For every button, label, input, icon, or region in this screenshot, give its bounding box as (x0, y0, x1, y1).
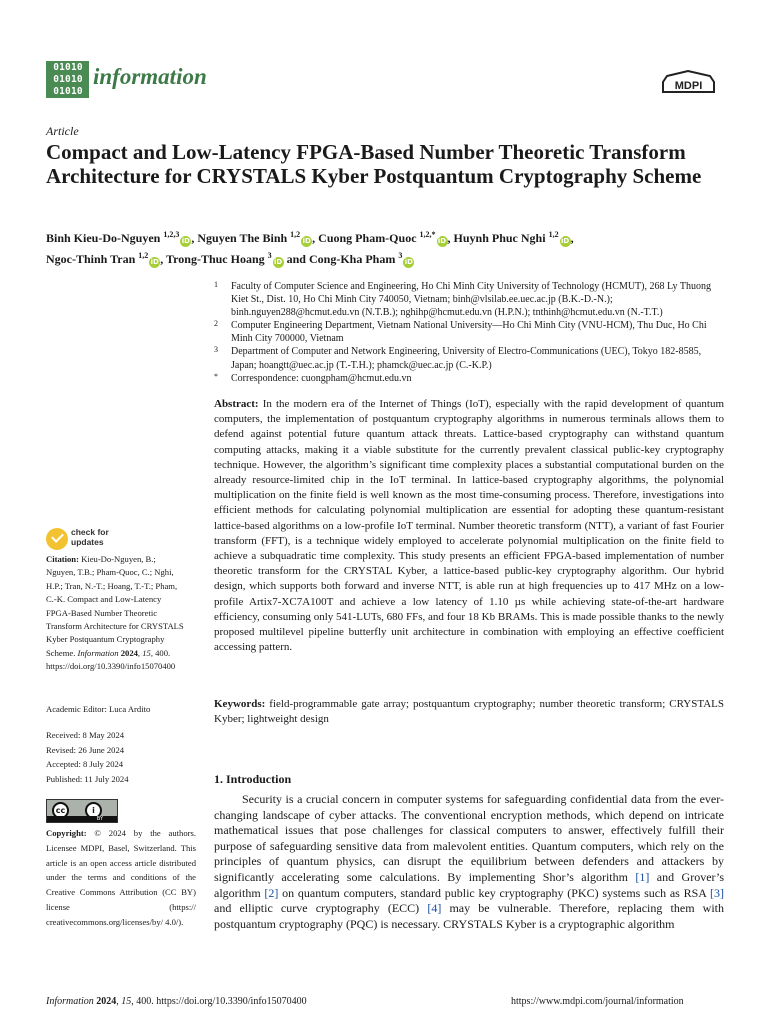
affiliation (214, 345, 724, 371)
paper-title: Compact and Low-Latency FPGA-Based Number Theoretic Transform Architecture for CRYSTALS Kyber Postquantum Cryptography Scheme (46, 140, 702, 188)
intro-paragraph (214, 792, 724, 932)
author-sep: and (283, 252, 309, 266)
affiliation-number: * (214, 371, 218, 381)
cc-by-strip: BY (47, 816, 117, 822)
author-sep: , (447, 231, 454, 245)
author-name[interactable]: Cong-Kha Pham (308, 252, 396, 266)
citation-label: Citation: (46, 554, 79, 564)
footer-volume: 15 (121, 996, 132, 1007)
affiliation-text: Computer Engineering Department, Vietnam National University—Ho Chi Minh City (VNU-HCM), Thu Duc, Ho Chi Minh City 700000, Vietnam (231, 320, 707, 345)
citation-volume: 15 (142, 647, 151, 658)
author-affil: 1,2,* (419, 230, 436, 239)
date-accepted: Accepted: 8 July 2024 (46, 759, 124, 770)
correspondence-text: Correspondence: cuongpham@hcmut.edu.vn (231, 372, 412, 384)
citation-link[interactable]: [4] (427, 901, 442, 916)
intro-text: and elliptic curve cryptography (ECC) (214, 901, 428, 916)
citation-link[interactable]: [3] (710, 885, 724, 900)
mdpi-logo-text: MDPI (674, 80, 703, 92)
author-name[interactable]: Ngoc-Thinh Tran (46, 252, 136, 266)
keywords-text: field-programmable gate array; postquantum cryptography; number theoretic transform; CRYSTALS Kyber; lightweight design (214, 698, 724, 726)
author-affil: 1,2 (548, 230, 559, 239)
check-for-updates-label[interactable] (71, 527, 109, 547)
journal-name: information (93, 64, 207, 89)
footer-doi[interactable]: , 400. https://doi.org/10.3390/info15070400 (131, 996, 307, 1007)
author-affil: 1,2 (290, 230, 301, 239)
affiliation (214, 280, 724, 319)
academic-editor: Academic Editor: Luca Ardito (46, 704, 151, 714)
section-heading: 1. Introduction (214, 772, 292, 786)
citation: Citation: Kieu-Do-Nguyen, B.; Nguyen, T.B.; Pham-Quoc, C.; Nghi, H.P.; Tran, N.-T.; Hoang, T.-T.; Pham, C.-K. Compact and Low-Latency FPGA-Based Number Theoretic Transform Architecture for CRYSTALS Kyber Postquantum Cryptography Scheme. Information 2024, 15, 400. https://doi.org/10.3390/info15070400 (46, 554, 184, 672)
mdpi-logo-icon (661, 70, 716, 98)
intro-text: and Grover’s algorithm (214, 869, 724, 900)
author-sep: , (570, 231, 574, 245)
logo-line: 01010 (53, 86, 83, 97)
author-name[interactable]: Binh Kieu-Do-Nguyen (46, 231, 161, 245)
author-affil: 1,2 (138, 251, 149, 260)
cc-icon: cc (52, 802, 69, 819)
article-type: Article (46, 124, 79, 138)
orcid-icon[interactable]: iD (437, 237, 447, 245)
footer-url[interactable]: https://www.mdpi.com/journal/information (511, 996, 684, 1007)
copyright-text: © 2024 by the authors. Licensee MDPI, Basel, Switzerland. This article is an open access article distributed under the terms and conditions of the Creative Commons Attribution (CC BY) license (https:// creativecommons.org/licenses/by/ 4.0/). (46, 828, 196, 927)
journal-logo (46, 61, 89, 98)
keywords (214, 697, 724, 727)
date-revised: Revised: 26 June 2024 (46, 744, 125, 755)
author-name[interactable]: Nguyen The Binh (197, 231, 288, 245)
author-list (46, 226, 726, 268)
intro-text: on quantum computers, standard public key cryptography (PKC) systems such as RSA (278, 885, 710, 900)
orcid-icon[interactable]: iD (181, 237, 190, 245)
dates (46, 728, 129, 786)
orcid-icon[interactable]: iD (404, 258, 413, 266)
footer-year: 2024 (96, 996, 117, 1007)
author-name[interactable]: Huynh Phuc Nghi (453, 231, 546, 245)
affiliation-number: 1 (214, 280, 218, 289)
abstract-text: In the modern era of the Internet of Things (IoT), especially with the rapid development of quantum computers, the implementation of postquantum cryptography algorithms in numerous terminals allows them to defend against potential future quantum attack threats. Lattice-based cryptography can withstand quantum computing attacks, making it a viable substitute for the currently prevalent classical public-key cryptography technique. However, the algorithm’s significant time complexity places a substantial computational burden on the already resource-limited chip in the IoT terminal. In lattice-based cryptography algorithms, the polynomial multiplication on the finite field is well known as the most time-consuming process. Therefore, investigations into efficient methods for calculating polynomial multiplication are essential for adopting these quantum-resistant lattice-based algorithms on a low-profile IoT terminal. Number theoretic transform (NTT), a variant of fast Fourier transform (FFT), is a technique widely employed to accelerate polynomial multiplication on the finite field to achieve a subquadratic time complexity. This study presents an efficient FPGA-based implementation of number theoretic transform for the CRYSTAL Kyber, a lattice-based public-key cryptography algorithm. Our hybrid design, which supports both forward and inverse NTT, is able run at high frequencies up to 417 MHz on a low-profile Artix7-XC7A100T and achieve a low latency of 1.10 µs while achieving state-of-the-art hardware efficiency, consuming only 541-LUTs, 680 FFs, and four 18 Kb BRAMs. This is made possible thanks to the newly proposed multilevel pipeline butterfly unit architecture in combination with employing an effective coefficient accessing pattern. (214, 398, 725, 654)
author-sep: , (160, 252, 167, 266)
author-sep: , (191, 231, 198, 245)
copyright (46, 826, 196, 930)
affiliation-text: Faculty of Computer Science and Engineering, Ho Chi Minh City University of Technology (HCMUT), 268 Ly Thuong Kiet St., Dist. 10, Ho Chi Minh City 740050, Vietnam; binh@vlsilab.ee.uec.ac.jp (B.K.-D.-N.); binh.nguyen288@hcmut.edu.vn (N.T.B.); nghihp@hcmut.edu.vn (H.P.N.); tnthinh@hcmut.edu.vn (N.-T.T.) (231, 281, 711, 319)
abstract (214, 397, 724, 655)
orcid-icon[interactable]: iD (150, 258, 159, 266)
author-name[interactable]: Cuong Pham-Quoc (318, 231, 417, 245)
logo-line: 01010 (53, 74, 83, 85)
citation-doi[interactable]: , 400. https://doi.org/10.3390/info15070400 (46, 647, 176, 672)
check-line-1: check for (71, 527, 109, 537)
affiliation (214, 372, 724, 385)
by-person-icon: i (85, 802, 102, 819)
logo-line: 01010 (53, 62, 83, 73)
orcid-icon[interactable]: iD (302, 237, 311, 245)
affiliations (214, 280, 724, 385)
affiliation-text: Department of Computer and Network Engineering, University of Electro-Communications (UEC), Tokyo 182-8585, Japan; hoangtt@uec.ac.jp (T.-T.H.); phamck@uec.ac.jp (C.-K.P.) (231, 346, 702, 371)
author-affil: 1,2,3 (163, 230, 180, 239)
footer-journal: Information (46, 996, 94, 1007)
date-published: Published: 11 July 2024 (46, 773, 129, 784)
affiliation-number: 2 (214, 319, 218, 329)
citation-year: 2024 (120, 647, 138, 658)
affiliation-number: 3 (214, 345, 218, 355)
intro-text: may be vulnerable. Therefore, replacing them with postquantum cryptography (PQC) is necessary. CRYSTALS Kyber is a cryptographic algorithm (214, 901, 725, 931)
abstract-label: Abstract: (214, 398, 259, 410)
date-received: Received: 8 May 2024 (46, 730, 125, 740)
citation-link[interactable]: [1] (635, 869, 650, 884)
author-name[interactable]: Trong-Thuc Hoang (166, 252, 265, 266)
citation-text: Kieu-Do-Nguyen, B.; Nguyen, T.B.; Pham-Quoc, C.; Nghi, H.P.; Tran, N.-T.; Hoang, T.-T.; Pham, C.-K. Compact and Low-Latency FPGA-Based Number Theoretic Transform Architecture for CRYSTALS Kyber Postquantum Cryptography Scheme. (46, 554, 184, 658)
author-sep: , (312, 231, 319, 245)
orcid-icon[interactable]: iD (274, 258, 283, 266)
orcid-icon[interactable]: iD (560, 237, 570, 245)
author-affil: 3 (267, 251, 272, 260)
author-affil: 3 (398, 251, 403, 260)
keywords-label: Keywords: (214, 698, 266, 710)
cc-by-license-icon[interactable] (46, 799, 118, 823)
citation-link[interactable]: [2] (264, 885, 279, 900)
affiliation (214, 319, 724, 345)
intro-text: Security is a crucial concern in computer systems for safeguarding confidential data from the ever-changing landscape of cyber attacks. The conventional encryption methods, which depend on intricate mathematical issues that pose challenges for classical computers to answer, effectively fulfill their purpose of safeguarding sensitive data from malevolent entities. Quantum computers, which rely on the principles of quantum physics, can disrupt the equilibrium between defenders and attackers by significantly accelerating some calculations. By implementing Shor’s algorithm (214, 792, 724, 884)
check-line-2: updates (71, 537, 104, 547)
footer-citation: Information 2024, 15, 400. https://doi.org/10.3390/info15070400 (46, 996, 307, 1007)
citation-journal: Information (77, 647, 119, 658)
copyright-label: Copyright: (46, 828, 87, 838)
